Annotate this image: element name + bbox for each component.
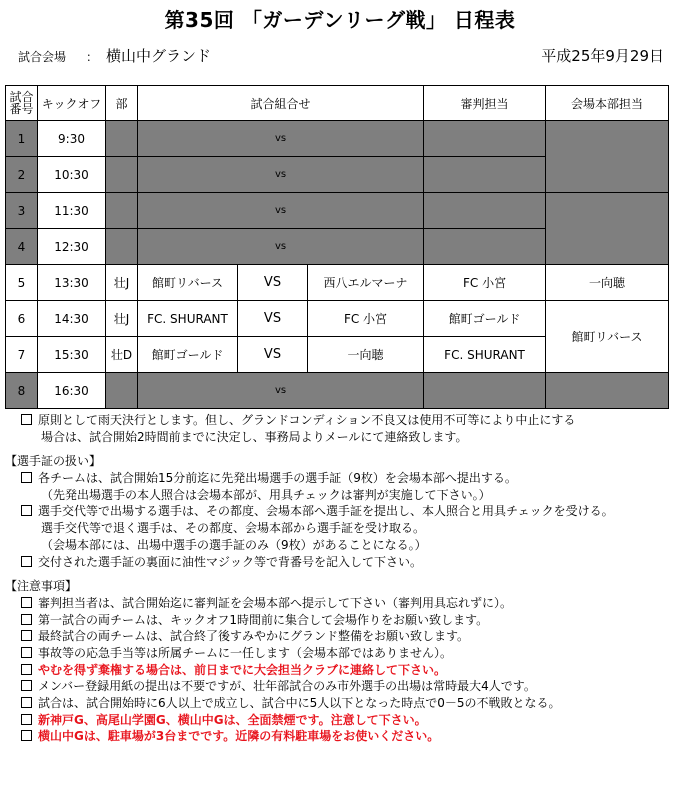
note-caution-9 (5, 728, 675, 745)
checkbox-icon (21, 630, 32, 641)
header-kickoff: キックオフ (38, 86, 106, 121)
note-text: メンバー登録用紙の提出は不要ですが、壮年部試合のみ市外選手の出場は常時最大4人です。 (38, 679, 536, 694)
checkbox-icon (21, 414, 32, 425)
note-cards-2-cont: 選手交代等で退く選手は、その都度、会場本部から選手証を受け取る。 (41, 521, 426, 536)
away-team: 一向聴 (308, 337, 424, 373)
header-match-no-line2: 番号 (9, 102, 34, 116)
checkbox-icon (21, 664, 32, 675)
table-row (6, 265, 669, 301)
division (106, 157, 138, 193)
note-caution-8 (5, 712, 675, 729)
referee (424, 121, 546, 157)
away-team: 西八エルマーナ (308, 265, 424, 301)
kickoff-time: 16:30 (38, 373, 106, 409)
referee: FC. SHURANT (424, 337, 546, 373)
referee: 館町ゴールド (424, 301, 546, 337)
away-team: FC 小宮 (308, 301, 424, 337)
table-row (6, 121, 669, 157)
match-no: 2 (6, 157, 38, 193)
checkbox-icon (21, 597, 32, 608)
table-row (6, 193, 669, 229)
kickoff-time: 14:30 (38, 301, 106, 337)
match-vs: vs (138, 373, 424, 409)
home-team: 館町リバース (138, 265, 238, 301)
note-cards-1 (5, 470, 675, 487)
note-cards-1-cont: （先発出場選手の本人照合は会場本部が、用具チェックは審判が実施して下さい。） (41, 487, 491, 502)
division: 壮D (106, 337, 138, 373)
schedule-table (5, 85, 669, 409)
match-vs: vs (138, 157, 424, 193)
match-no: 6 (6, 301, 38, 337)
note-cards-2-cont2: （会場本部には、出場中選手の選手証のみ（9枚）があることになる。） (41, 537, 427, 552)
division (106, 229, 138, 265)
note-rain (5, 412, 675, 429)
kickoff-time: 9:30 (38, 121, 106, 157)
note-text-warning: 新神戸G、高尾山学園G、横山中Gは、全面禁煙です。注意して下さい。 (38, 712, 427, 727)
match-vs: VS (238, 265, 308, 301)
match-no: 1 (6, 121, 38, 157)
hq-team: 館町リバース (546, 301, 669, 373)
hq-empty (546, 193, 669, 265)
venue-colon: ： (86, 50, 99, 64)
venue-label: 試合会場 (18, 50, 67, 64)
checkbox-icon (21, 472, 32, 483)
note-text: 原則として雨天決行とします。但し、グランドコンディション不良又は使用不可等により中止にする (38, 413, 576, 427)
note-text-warning: 横山中Gは、駐車場が3台までです。近隣の有料駐車場をお使いください。 (38, 729, 440, 744)
note-caution-3 (5, 628, 675, 645)
match-no: 4 (6, 229, 38, 265)
checkbox-icon (21, 505, 32, 516)
notes-section (5, 412, 675, 745)
match-no: 7 (6, 337, 38, 373)
hq-team: 一向聴 (546, 265, 669, 301)
checkbox-icon (21, 556, 32, 567)
note-text-warning: やむを得ず棄権する場合は、前日までに大会担当クラブに連絡して下さい。 (38, 662, 447, 677)
checkbox-icon (21, 714, 32, 725)
note-text: 各チームは、試合開始15分前迄に先発出場選手の選手証（9枚）を会場本部へ提出する。 (38, 471, 517, 486)
referee (424, 193, 546, 229)
kickoff-time: 12:30 (38, 229, 106, 265)
home-team: 館町ゴールド (138, 337, 238, 373)
note-text: 選手交代等で出場する選手は、その都度、会場本部へ選手証を提出し、本人照合と用具チェックを受ける。 (38, 504, 614, 519)
home-team: FC. SHURANT (138, 301, 238, 337)
checkbox-icon (21, 614, 32, 625)
checkbox-icon (21, 680, 32, 691)
table-row (6, 301, 669, 337)
note-caution-4 (5, 645, 675, 662)
hq-empty (546, 121, 669, 193)
match-vs: vs (138, 193, 424, 229)
hq-empty (546, 373, 669, 409)
header-match-no-line1: 試合 (9, 90, 34, 104)
section-heading-caution: 【注意事項】 (5, 579, 78, 594)
checkbox-icon (21, 697, 32, 708)
note-text: 最終試合の両チームは、試合終了後すみやかにグランド整備をお願い致します。 (38, 629, 470, 644)
header-match-no (6, 86, 38, 121)
schedule-date: 平成25年9月29日 (541, 47, 664, 65)
division (106, 373, 138, 409)
header-hq: 会場本部担当 (546, 86, 669, 121)
match-no: 3 (6, 193, 38, 229)
match-vs: VS (238, 337, 308, 373)
kickoff-time: 10:30 (38, 157, 106, 193)
note-caution-6 (5, 678, 675, 695)
match-vs: VS (238, 301, 308, 337)
note-text: 事故等の応急手当等は所属チームに一任します（会場本部ではありません）。 (38, 645, 453, 660)
table-row (6, 373, 669, 409)
note-caution-1 (5, 595, 675, 612)
division (106, 121, 138, 157)
kickoff-time: 15:30 (38, 337, 106, 373)
referee: FC 小宮 (424, 265, 546, 301)
match-vs: vs (138, 121, 424, 157)
checkbox-icon (21, 647, 32, 658)
division: 壮J (106, 265, 138, 301)
note-cards-3 (5, 554, 675, 571)
table-header-row (6, 86, 669, 121)
note-text: 試合は、試合開始時に6人以上で成立し、試合中に5人以下となった時点で0－5の不戦敗となる。 (38, 696, 561, 710)
kickoff-time: 13:30 (38, 265, 106, 301)
note-caution-2 (5, 612, 675, 629)
note-cards-2 (5, 503, 675, 520)
venue-name: 横山中グランド (106, 47, 212, 65)
match-no: 8 (6, 373, 38, 409)
checkbox-icon (21, 730, 32, 741)
page-title: 第35回 「ガーデンリーグ戦」 日程表 (164, 8, 516, 32)
kickoff-time: 11:30 (38, 193, 106, 229)
referee (424, 373, 546, 409)
section-heading-cards: 【選手証の扱い】 (5, 454, 102, 469)
match-no: 5 (6, 265, 38, 301)
header-match: 試合組合せ (138, 86, 424, 121)
referee (424, 229, 546, 265)
header-referee: 審判担当 (424, 86, 546, 121)
note-text: 審判担当者は、試合開始迄に審判証を会場本部へ提示して下さい（審判用具忘れずに）。 (38, 595, 513, 610)
referee (424, 157, 546, 193)
match-vs: vs (138, 229, 424, 265)
note-text: 第一試合の両チームは、キックオフ1時間前に集合して会場作りをお願い致します。 (38, 612, 489, 627)
header-division: 部 (106, 86, 138, 121)
note-text: 交付された選手証の裏面に油性マジック等で背番号を記入して下さい。 (38, 554, 423, 569)
note-rain-cont: 場合は、試合開始2時間前までに決定し、事務局よりメールにて連絡致します。 (41, 429, 468, 444)
note-caution-5 (5, 662, 675, 679)
division (106, 193, 138, 229)
division: 壮J (106, 301, 138, 337)
note-caution-7 (5, 695, 675, 712)
